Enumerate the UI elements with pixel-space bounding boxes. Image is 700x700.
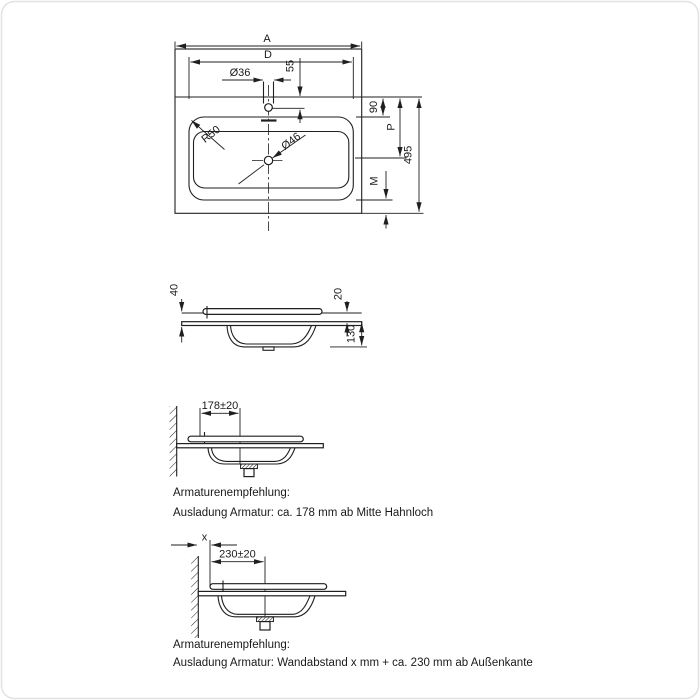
dim-label-178: 178±20 [201, 400, 239, 412]
bowl-profile-inner [212, 448, 291, 462]
bowl-profile-inner [222, 596, 311, 615]
dim-label-20: 20 [332, 287, 345, 301]
countertop-profile [182, 322, 362, 326]
dim-label-x: x [201, 531, 208, 544]
dim-label-drain-diameter: Ø46 [279, 130, 304, 153]
installation-view-230 [171, 532, 533, 670]
installation-view-178 [170, 400, 434, 519]
drain-stub [263, 347, 274, 350]
top-view [175, 33, 424, 231]
dim-label-m: M [368, 176, 381, 186]
basin-rim-profile [203, 309, 322, 315]
image-frame [2, 2, 699, 699]
wall-hatch [191, 556, 198, 638]
dim-label-p: P [385, 123, 398, 131]
dim-label-495: 495 [402, 145, 415, 165]
countertop-profile [177, 444, 324, 448]
dim-label-90: 90 [368, 100, 380, 114]
dim-label-corner-radius: R50 [199, 123, 223, 146]
dim-label-130: 130 [345, 324, 358, 344]
leader-drain [239, 165, 265, 184]
wall-hatch [170, 406, 177, 477]
drain-hole [264, 156, 272, 164]
dim-label-tap-hole-diameter: Ø36 [229, 67, 251, 79]
countertop-profile [198, 591, 345, 595]
drain-flange [241, 464, 258, 469]
dim-label-d: D [264, 49, 272, 61]
recommendation-note-2: Ausladung Armatur: Wandabstand x mm + ca. 230 mm ab Außenkante [173, 657, 533, 669]
recommendation-heading-1: Armaturenempfehlung: [173, 487, 290, 499]
recommendation-note-1: Ausladung Armatur: ca. 178 mm ab Mitte Hahnloch [173, 507, 434, 519]
section-view [169, 284, 368, 350]
recommendation-heading-2: Armaturenempfehlung: [173, 639, 290, 651]
drain-flange [257, 617, 274, 622]
drain-stub [244, 469, 254, 477]
basin-rim-profile [188, 436, 303, 442]
dim-label-55: 55 [284, 59, 297, 73]
basin-rim-profile [210, 584, 327, 590]
tap-hole [265, 104, 273, 112]
dim-label-40: 40 [168, 283, 181, 297]
dim-label-230: 230±20 [219, 548, 256, 561]
drain-stub [260, 622, 270, 630]
dim-label-a: A [263, 33, 271, 45]
bowl-profile-inner [231, 326, 312, 345]
